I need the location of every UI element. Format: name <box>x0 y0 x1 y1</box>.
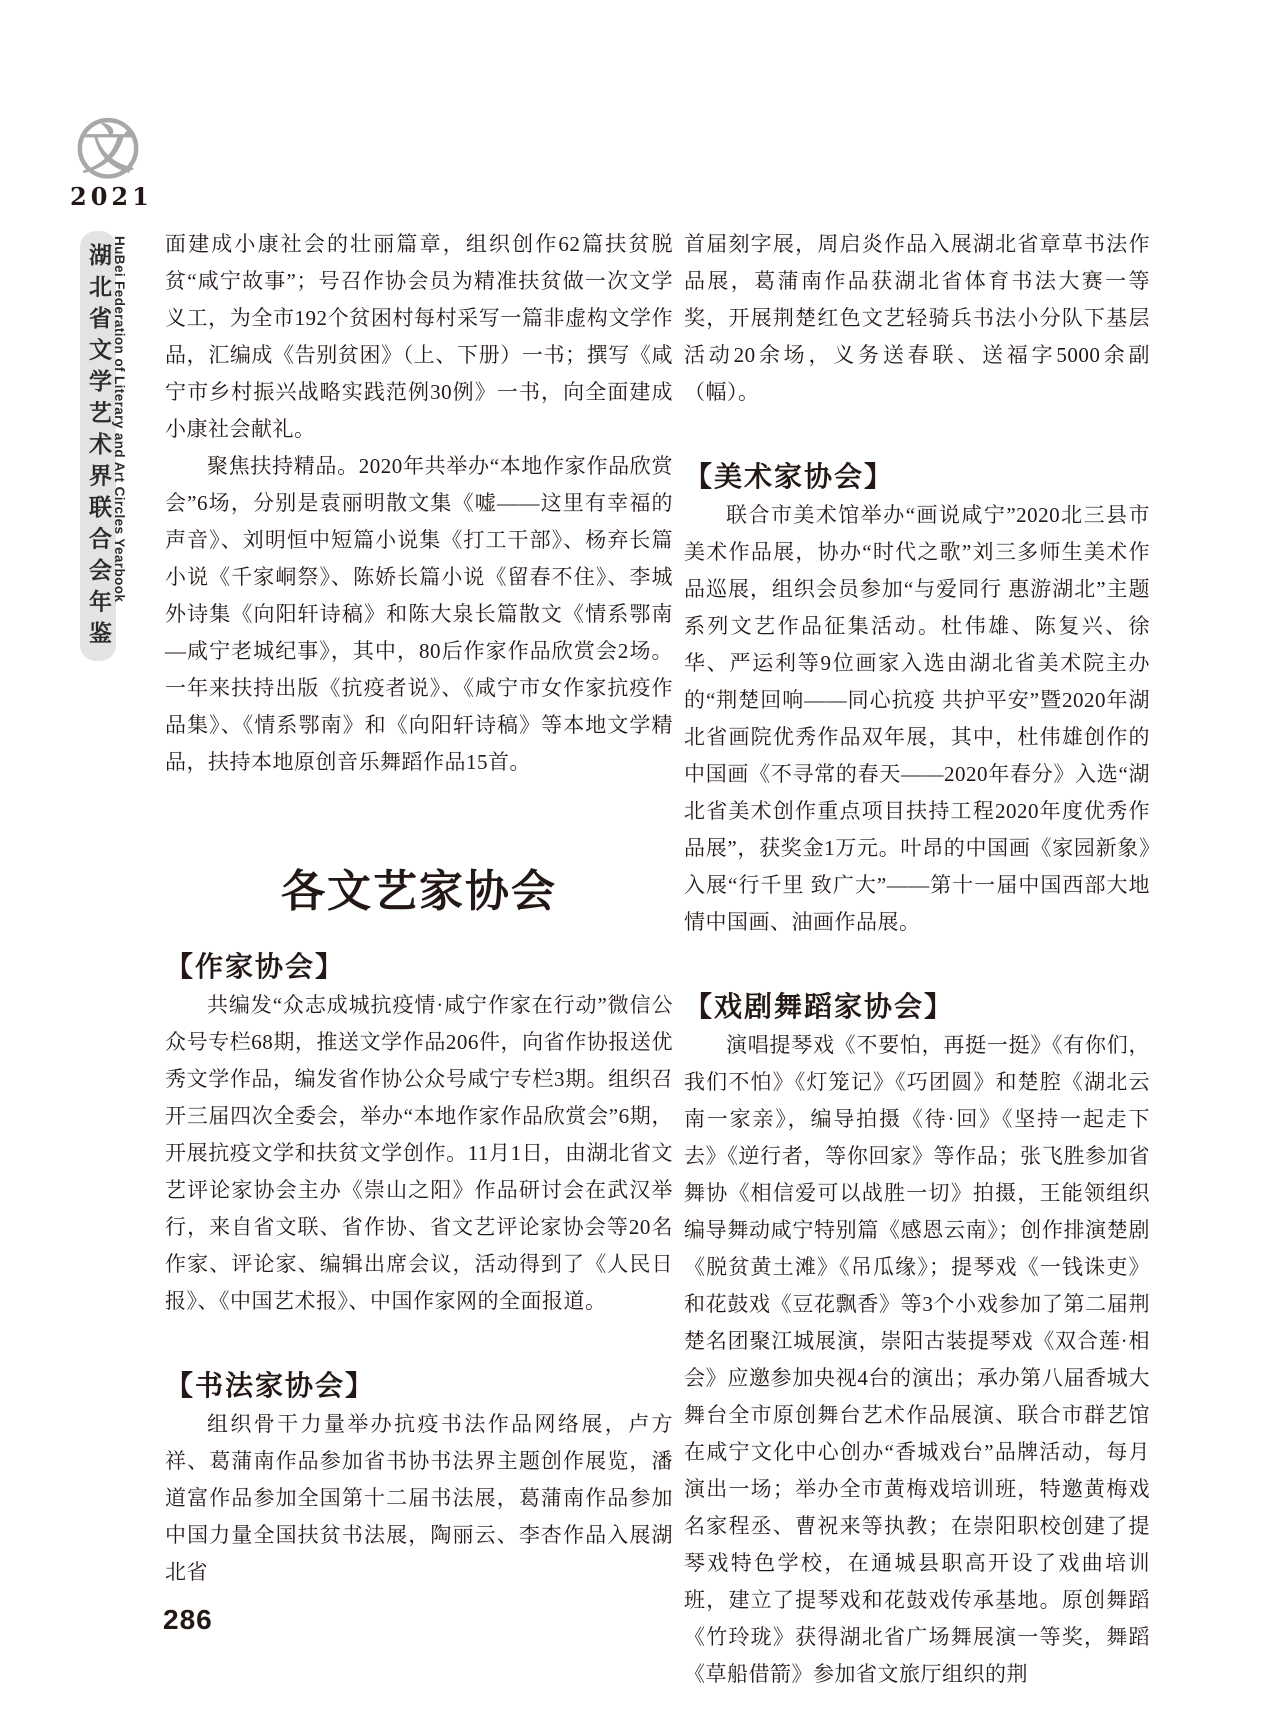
section-heading-drama-dance-association: 【戏剧舞蹈家协会】 <box>684 991 955 1022</box>
sidebar-title-chinese: 湖北省文学艺术界联合会年鉴 <box>80 231 116 661</box>
paragraph: 聚焦扶持精品。2020年共举办“本地作家作品欣赏会”6场，分别是袁丽明散文集《嘘——这里有幸福的声音》、刘明恒中短篇小说集《打工干部》、杨弃长篇小说《千家峒祭》、陈娇长篇小说《留春不住》、李城外诗集《向阳轩诗稿》和陈大泉长篇散文《情系鄂南—咸宁老城纪事》，其中，80后作家作品欣赏会2场。一年来扶持出版《抗疫者说》、《咸宁市女作家抗疫作品集》、《情系鄂南》和《向阳轩诗稿》等本地文学精品，扶持本地原创音乐舞蹈作品15首。 <box>165 454 673 774</box>
section-heading-artists-association: 【美术家协会】 <box>684 461 895 492</box>
right-column <box>684 226 1150 1693</box>
paragraph-continued: 首届刻字展，周启炎作品入展湖北省章草书法作品展，葛蒲南作品获湖北省体育书法大赛一等奖，开展荆楚红色文艺轻骑兵书法小分队下基层活动20余场，义务送春联、送福字5000余副（幅）。 <box>684 232 1150 404</box>
left-column <box>165 226 673 1591</box>
section-heading-calligraphers-association: 【书法家协会】 <box>165 1370 376 1401</box>
page-number: 286 <box>163 1604 213 1635</box>
year-label: 2021 <box>70 182 153 211</box>
paragraph-continued: 面建成小康社会的壮丽篇章，组织创作62篇扶贫脱贫“咸宁故事”；号召作协会员为精准扶贫做一次文学义工，为全市192个贫困村每村采写一篇非虚构文学作品，汇编成《告别贫困》（上、下册）一书；撰写《咸宁市乡村振兴战略实践范例30例》一书，向全面建成小康社会献礼。 <box>165 232 673 441</box>
page-title: 各文艺家协会 <box>281 867 557 916</box>
paragraph: 联合市美术馆举办“画说咸宁”2020北三县市美术作品展，协办“时代之歌”刘三多师生美术作品巡展，组织会员参加“与爱同行 惠游湖北”主题系列文艺作品征集活动。杜伟雄、陈复兴、徐华、严运利等9位画家入选由湖北省美术院主办的“荆楚回响——同心抗疫 共护平安”暨2020年湖北省画院优秀作品双年展，其中，杜伟雄创作的中国画《不寻常的春天——2020年春分》入选“湖北省美术创作重点项目扶持工程2020年度优秀作品展”，获奖金1万元。叶昂的中国画《家园新象》入展“行千里 致广大”——第十一届中国西部大地情中国画、油画作品展。 <box>684 503 1150 934</box>
paragraph: 组织骨干力量举办抗疫书法作品网络展，卢方祥、葛蒲南作品参加省书协书法界主题创作展览，潘道富作品参加全国第十二届书法展，葛蒲南作品参加中国力量全国扶贫书法展，陶丽云、李杏作品入展湖北省 <box>165 1412 673 1584</box>
sidebar-title-english: HuBei Federation of Literary and Art Circles Yearbook <box>112 236 127 603</box>
federation-logo-icon <box>76 112 140 182</box>
section-heading-writers-association: 【作家协会】 <box>165 951 346 982</box>
logo-glyph: 文 <box>81 121 135 180</box>
paragraph: 演唱提琴戏《不要怕，再挺一挺》《有你们，我们不怕》《灯笼记》《巧团圆》和楚腔《湖北云南一家亲》，编导拍摄《待·回》《坚持一起走下去》《逆行者，等你回家》等作品；张飞胜参加省舞协《相信爱可以战胜一切》拍摄，王能领组织编导舞动咸宁特别篇《感恩云南》；创作排演楚剧《脱贫黄土滩》《吊瓜缘》；提琴戏《一钱诛吏》和花鼓戏《豆花飘香》等3个小戏参加了第二届荆楚名团聚江城展演，崇阳古装提琴戏《双合莲·相会》应邀参加央视4台的演出；承办第八届香城大舞台全市原创舞台艺术作品展演、联合市群艺馆在咸宁文化中心创办“香城戏台”品牌活动，每月演出一场；举办全市黄梅戏培训班，特邀黄梅戏名家程丞、曹祝来等执教；在崇阳职校创建了提琴戏特色学校，在通城县职高开设了戏曲培训班，建立了提琴戏和花鼓戏传承基地。原创舞蹈《竹玲珑》获得湖北省广场舞展演一等奖，舞蹈《草船借箭》参加省文旅厅组织的荆 <box>684 1033 1150 1686</box>
paragraph: 共编发“众志成城抗疫情·咸宁作家在行动”微信公众号专栏68期，推送文学作品206件，向省作协报送优秀文学作品，编发省作协公众号咸宁专栏3期。组织召开三届四次全委会，举办“本地作家作品欣赏会”6期，开展抗疫文学和扶贫文学创作。11月1日，由湖北省文艺评论家协会主办《崇山之阳》作品研讨会在武汉举行，来自省文联、省作协、省文艺评论家协会等20名作家、评论家、编辑出席会议，活动得到了《人民日报》、《中国艺术报》、中国作家网的全面报道。 <box>165 993 673 1313</box>
